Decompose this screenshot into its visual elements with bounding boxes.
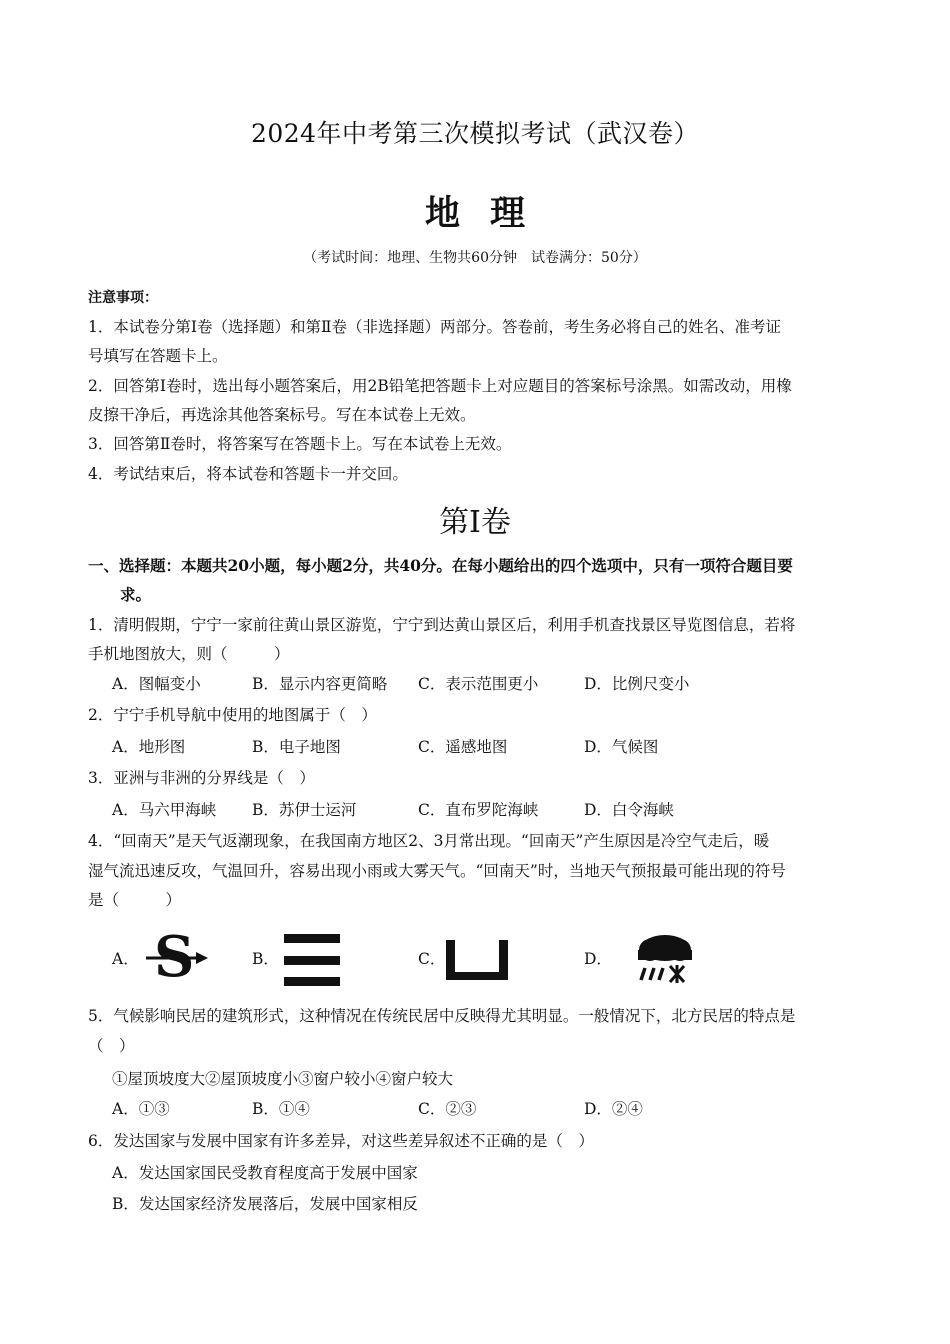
q4-option-b-label[interactable]: B． — [252, 950, 279, 968]
question-5: 5．气候影响民居的建筑形式，这种情况在传统民居中反映得尤其明显。一般情况下，北方民居的特点是 — [88, 1007, 796, 1025]
question-6: 6．发达国家与发展中国家有许多差异，对这些差异叙述不正确的是（ ） — [88, 1132, 594, 1150]
exam-title: 2024年中考第三次模拟考试（武汉卷） — [250, 119, 700, 148]
sandstorm-icon — [146, 928, 210, 984]
question-5-cont: （ ） — [88, 1037, 135, 1055]
question-1: 1．清明假期，宁宁一家前往黄山景区游览，宁宁到达黄山景区后，利用手机查找景区导览图信息，若将 — [88, 616, 796, 634]
q6-option-a[interactable]: A．发达国家国民受教育程度高于发展中国家 — [112, 1164, 418, 1182]
q3-option-a[interactable]: A．马六甲海峡 — [112, 801, 217, 819]
q5-option-d[interactable]: D．②④ — [584, 1100, 643, 1118]
q1-option-a[interactable]: A．图幅变小 — [112, 675, 201, 693]
notice-line: 3．回答第Ⅱ卷时，将答案写在答题卡上。写在本试卷上无效。 — [88, 435, 512, 453]
exam-info: （考试时间：地理、生物共60分钟 试卷满分：50分） — [303, 250, 647, 266]
sleet-icon — [632, 928, 698, 984]
q5-option-c[interactable]: C．②③ — [418, 1100, 477, 1118]
question-4-cont: 是（ ） — [88, 891, 182, 909]
q1-option-b[interactable]: B．显示内容更简略 — [252, 675, 388, 693]
notice-line: 1．本试卷分第Ⅰ卷（选择题）和第Ⅱ卷（非选择题）两部分。答卷前，考生务必将自己的姓名、准考证 — [88, 318, 782, 336]
q6-option-b[interactable]: B．发达国家经济发展落后，发展中国家相反 — [112, 1195, 418, 1213]
subject-title: 地理 — [424, 193, 555, 234]
q4-option-d-label[interactable]: D． — [584, 950, 612, 968]
q1-option-d[interactable]: D．比例尺变小 — [584, 675, 690, 693]
question-3: 3．亚洲与非洲的分界线是（ ） — [88, 769, 315, 787]
q3-option-b[interactable]: B．苏伊士运河 — [252, 801, 357, 819]
q2-option-d[interactable]: D．气候图 — [584, 738, 659, 756]
q5-option-a[interactable]: A．①③ — [112, 1100, 170, 1118]
notice-line: 皮擦干净后，再选涂其他答案标号。写在本试卷上无效。 — [88, 406, 476, 424]
frost-icon — [446, 940, 510, 982]
question-4-cont: 湿气流迅速反攻，气温回升，容易出现小雨或大雾天气。“回南天”时，当地天气预报最可能出现的符号 — [88, 862, 786, 880]
q5-statements: ①屋顶坡度大②屋顶坡度小③窗户较小④窗户较大 — [112, 1070, 454, 1088]
fog-icon — [284, 932, 342, 988]
notice-line: 2．回答第Ⅰ卷时，选出每小题答案后，用2B铅笔把答题卡上对应题目的答案标号涂黑。如需改动，用橡 — [88, 377, 792, 395]
question-1-cont: 手机地图放大，则（ ） — [88, 645, 290, 663]
q1-option-c[interactable]: C．表示范围更小 — [418, 675, 539, 693]
notice-line: 4．考试结束后，将本试卷和答题卡一并交回。 — [88, 465, 408, 483]
q3-option-d[interactable]: D．白令海峡 — [584, 801, 674, 819]
svg-text:S: S — [154, 928, 195, 984]
q2-option-a[interactable]: A．地形图 — [112, 738, 186, 756]
q2-option-b[interactable]: B．电子地图 — [252, 738, 341, 756]
section-heading: 一、选择题：本题共20小题，每小题2分，共40分。在每小题给出的四个选项中，只有一项符合题目要 — [88, 556, 793, 575]
question-4: 4．“回南天”是天气返潮现象，在我国南方地区2、3月常出现。“回南天”产生原因是冷空气走后，暖 — [88, 832, 770, 850]
q4-option-c-label[interactable]: C． — [418, 950, 446, 968]
part-title: 第Ⅰ卷 — [439, 505, 511, 540]
section-heading-cont: 求。 — [120, 585, 152, 604]
q4-option-a-label[interactable]: A． — [112, 950, 139, 968]
question-2: 2．宁宁手机导航中使用的地图属于（ ） — [88, 706, 377, 724]
notice-heading: 注意事项： — [88, 290, 158, 306]
q2-option-c[interactable]: C．遥感地图 — [418, 738, 508, 756]
notice-line: 号填写在答题卡上。 — [88, 347, 228, 365]
q5-option-b[interactable]: B．①④ — [252, 1100, 310, 1118]
q3-option-c[interactable]: C．直布罗陀海峡 — [418, 801, 539, 819]
